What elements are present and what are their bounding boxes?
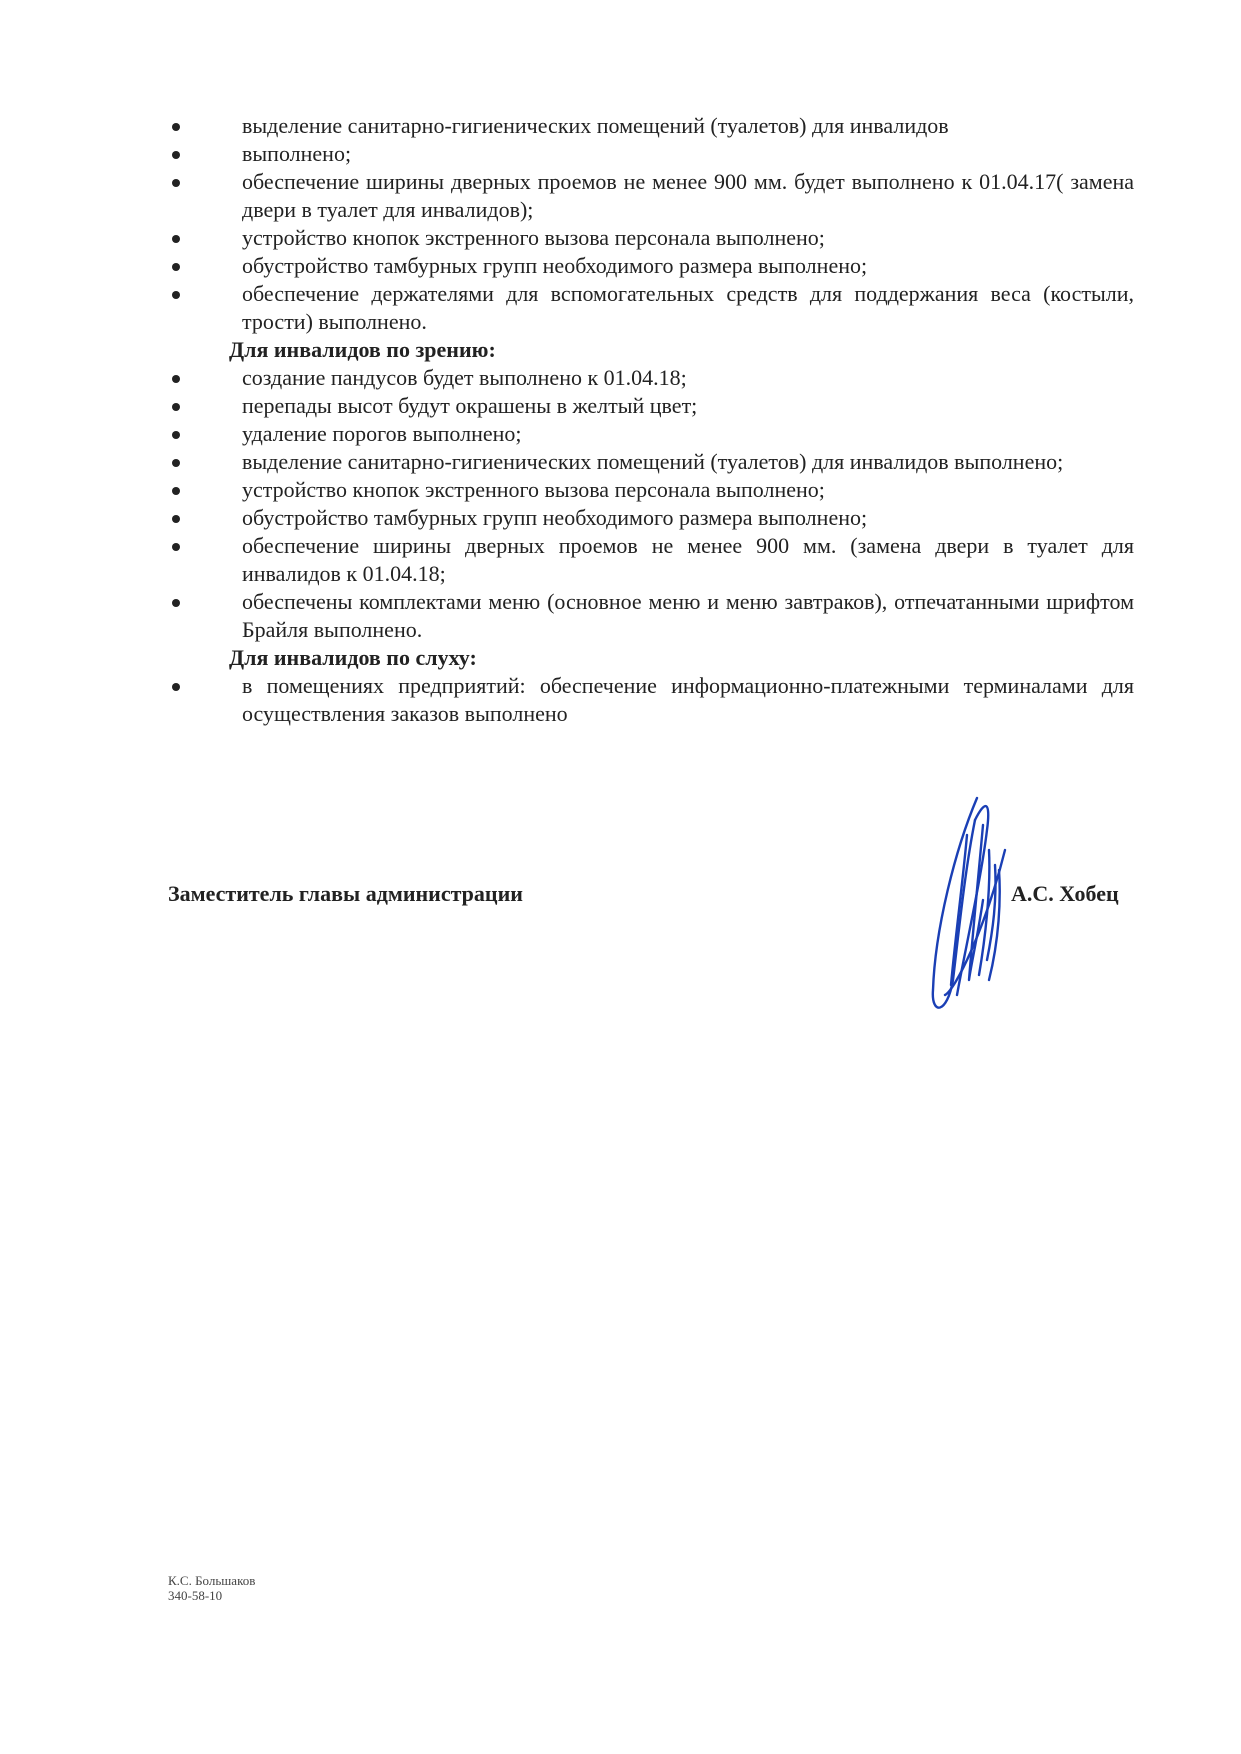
list-item: обеспечены комплектами меню (основное меню и меню завтраков), отпечатанными шрифтом Брайля выполнено. — [168, 588, 1134, 644]
list-item: обеспечение ширины дверных проемов не менее 900 мм. (замена двери в туалет для инвалидов к 01.04.18; — [168, 532, 1134, 588]
list-item: устройство кнопок экстренного вызова персонала выполнено; — [168, 476, 1134, 504]
list-item: перепады высот будут окрашены в желтый цвет; — [168, 392, 1134, 420]
bullet-icon — [172, 291, 180, 299]
bullet-icon — [172, 599, 180, 607]
bullet-icon — [172, 515, 180, 523]
bullet-icon — [172, 543, 180, 551]
list-item: обустройство тамбурных групп необходимого размера выполнено; — [168, 504, 1134, 532]
section-heading-hearing: Для инвалидов по слуху: — [229, 645, 477, 670]
executor-info — [168, 1573, 255, 1603]
list-item: обеспечение ширины дверных проемов не менее 900 мм. будет выполнено к 01.04.17( замена двери в туалет для инвалидов); — [168, 168, 1134, 224]
signatory-title: Заместитель главы администрации — [168, 881, 523, 906]
list-item: выделение санитарно-гигиенических помещений (туалетов) для инвалидов — [168, 112, 1134, 140]
signatory-name: А.С. Хобец — [1011, 881, 1119, 906]
list-item: выполнено; — [168, 140, 1134, 168]
bullet-icon — [172, 403, 180, 411]
bullet-icon — [172, 179, 180, 187]
list-item: обустройство тамбурных групп необходимого размера выполнено; — [168, 252, 1134, 280]
signature-image — [925, 790, 1015, 1020]
list-item: создание пандусов будет выполнено к 01.04.18; — [168, 364, 1134, 392]
bullet-icon — [172, 683, 180, 691]
content-list — [168, 112, 1134, 728]
executor-name: К.С. Большаков — [168, 1573, 256, 1588]
list-item: обеспечение держателями для вспомогательных средств для поддержания веса (костыли, трости) выполнено. — [168, 280, 1134, 336]
list-item: в помещениях предприятий: обеспечение информационно-платежными терминалами для осуществления заказов выполнено — [168, 672, 1134, 728]
executor-phone: 340-58-10 — [168, 1588, 223, 1603]
bullet-icon — [172, 263, 180, 271]
bullet-icon — [172, 459, 180, 467]
section-heading-vision: Для инвалидов по зрению: — [229, 337, 496, 362]
bullet-icon — [172, 123, 180, 131]
bullet-icon — [172, 375, 180, 383]
bullet-icon — [172, 487, 180, 495]
list-item: устройство кнопок экстренного вызова персонала выполнено; — [168, 224, 1134, 252]
bullet-icon — [172, 151, 180, 159]
list-item: удаление порогов выполнено; — [168, 420, 1134, 448]
list-item: выделение санитарно-гигиенических помещений (туалетов) для инвалидов выполнено; — [168, 448, 1134, 476]
bullet-icon — [172, 235, 180, 243]
bullet-icon — [172, 431, 180, 439]
